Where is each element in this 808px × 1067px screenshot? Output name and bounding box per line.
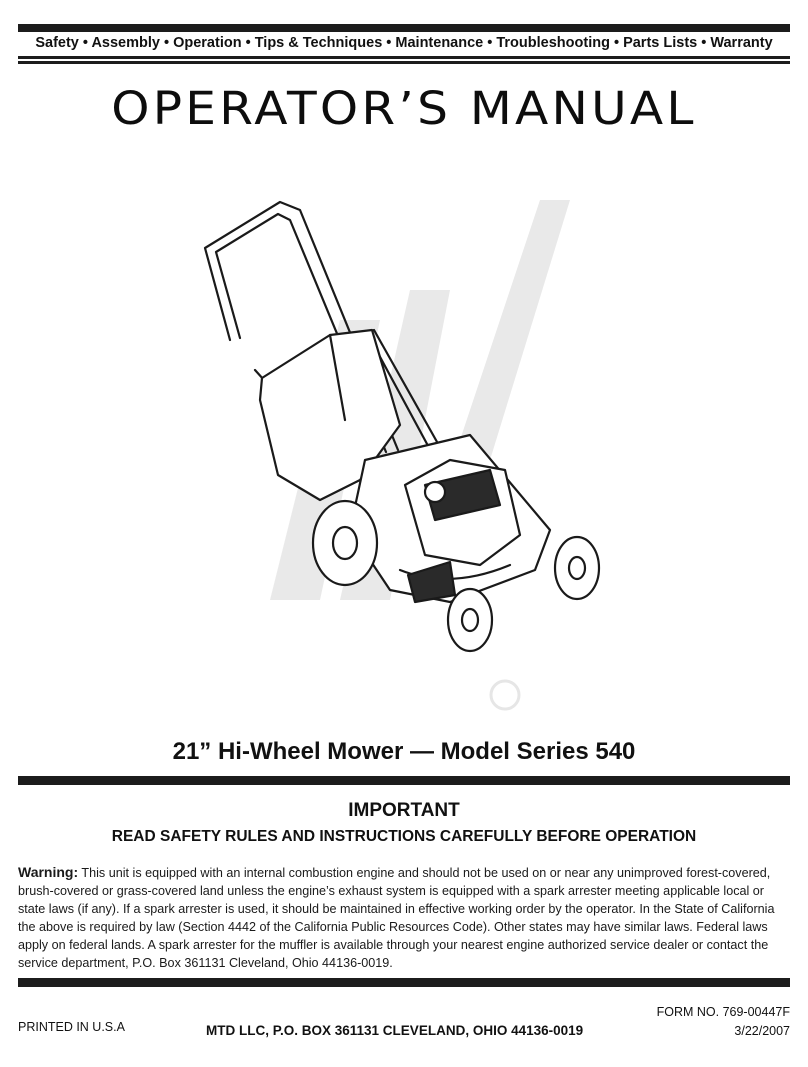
lawn-mower-icon bbox=[150, 170, 670, 730]
product-title: 21” Hi-Wheel Mower — Model Series 540 bbox=[172, 738, 636, 765]
important-heading: IMPORTANT bbox=[348, 800, 460, 821]
warning-text: This unit is equipped with an internal combustion engine and should not be used on or near any unimproved forest-covered, brush-covered or grass-covered land unless the engine’s exhaust system is equipped with a spark arrester meeting applicable local or state laws (if any). If a spark arrester is used, it should be maintained in effective working order by the operator. In the State of California the above is required by law (Section 4442 of the California Public Resources Code). Other states may have similar laws. Federal laws apply on federal lands. A spark arrester for the muffler is available through your nearest engine authorized service dealer or contact the service department, P.O. Box 361131 Cleveland, Ohio 44136-0019. bbox=[18, 866, 775, 970]
manual-title: OPERATOR’S MANUAL bbox=[111, 82, 697, 135]
nav-underline bbox=[18, 56, 790, 59]
section-nav: Safety • Assembly • Operation • Tips & Techniques • Maintenance • Troubleshooting • Parts Lists • Warranty bbox=[35, 35, 773, 51]
company-address: MTD LLC, P.O. BOX 361131 CLEVELAND, OHIO 44136-0019 bbox=[206, 1023, 584, 1038]
bottom-rule bbox=[18, 978, 790, 987]
printed-in-label: PRINTED IN U.S.A bbox=[18, 1020, 125, 1034]
top-rule bbox=[18, 24, 790, 32]
form-number: FORM NO. 769-00447F bbox=[656, 1005, 790, 1019]
form-date: 3/22/2007 bbox=[734, 1024, 790, 1038]
section-rule bbox=[18, 776, 790, 785]
warning-label: Warning: bbox=[18, 864, 79, 880]
important-subheading: READ SAFETY RULES AND INSTRUCTIONS CAREFULLY BEFORE OPERATION bbox=[111, 828, 697, 845]
warning-paragraph bbox=[18, 863, 790, 972]
nav-underline-2 bbox=[18, 61, 790, 64]
